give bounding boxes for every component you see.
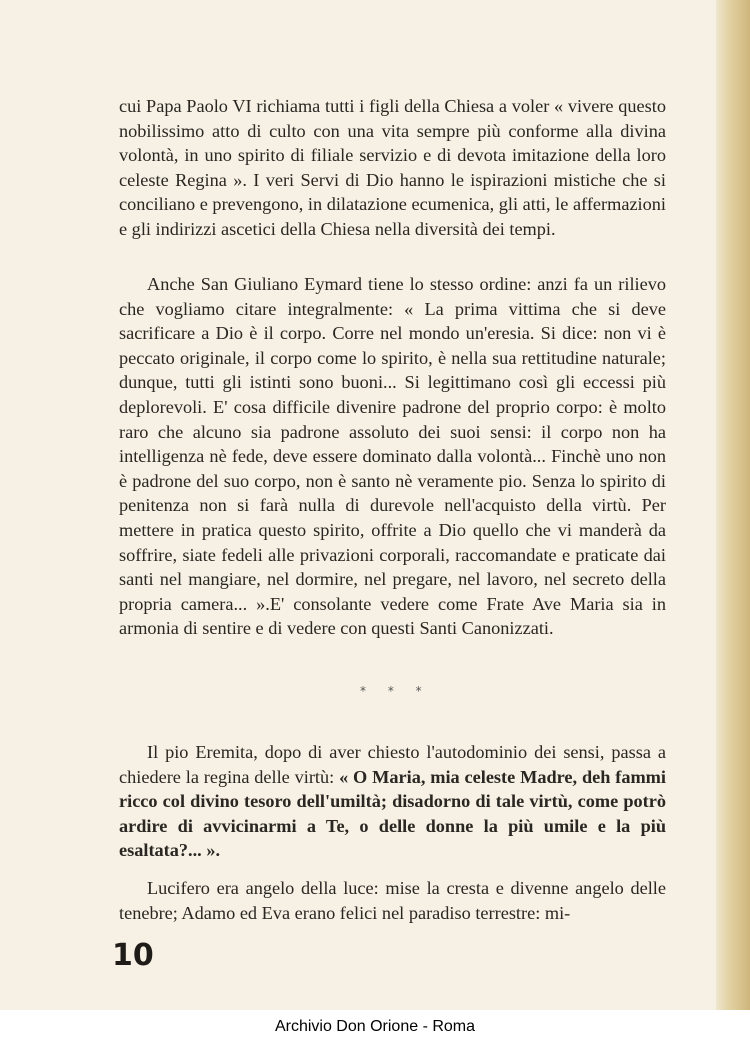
paragraph-1: cui Papa Paolo VI richiama tutti i figli della Chiesa a voler « vivere questo nobilissimo atto di culto con una vita sempre più conforme alla divina volontà, in uno spirito di filiale servizio e di devota imitazione della loro celeste Regina ». I veri Servi di Dio hanno le ispirazioni mistiche che si conciliano e prevengono, in dilatazione ecumenica, gli atti, le affermazioni e gli indirizzi ascetici della Chiesa nella diversità dei tempi. [119,96,666,239]
paragraph-2: Anche San Giuliano Eymard tiene lo stesso ordine: anzi fa un rilievo che vogliamo citare integralmente: « La prima vittima che si deve sacrificare a Dio è il corpo. Corre nel mondo un'eresia. Si dice: non vi è peccato originale, il corpo come lo spirito, è nella sua rettitudine naturale; dunque, tutti gli istinti sono buoni... Si legittimano così gli eccessi più deplorevoli. E' cosa difficile divenire padrone del proprio corpo: è molto raro che alcuno sia padrone assoluto dei suoi sensi: il corpo non ha intelligenza nè fede, deve essere dominato dalla volontà... Finchè uno non è padrone del suo corpo, non è santo nè veramente pio. Senza lo spirito di penitenza non si farà nulla di durevole nell'acquisto della virtù. Per mettere in pratica questo spirito, offrite a Dio quello che vi manderà da soffrire, siate fedeli alle privazioni corporali, raccomandate e praticate dai santi nel mangiare, nel dormire, nel pregare, nel lavoro, nel secreto della propria camera... ».E' consolante vedere come Frate Ave Maria sia in armonia di sentire e di vedere con questi Santi Canonizzati. [119,274,666,639]
paragraph-3 [119,740,666,863]
archive-footer: Archivio Don Orione - Roma [274,1018,476,1035]
paragraph-3-quote: « O Maria, mia celeste Madre, deh fammi ricco col divino tesoro dell'umiltà; disadorno di tale virtù, come potrò ardire di avvicinarmi a Te, o delle donne la più umile e la più esaltata?... ». [119,766,666,861]
paragraph-4: Lucifero era angelo della luce: mise la cresta e divenne angelo delle tenebre; Adamo ed Eva erano felici nel paradiso terrestre: mi- [119,878,666,923]
paragraph-3-intro: Il pio Eremita, dopo di aver chiesto l'autodominio dei sensi, passa a chiedere la regina delle virtù: [119,742,666,787]
section-separator: * * * [360,684,431,698]
page-number: 10 [112,938,154,973]
page-spine-edge [716,0,750,1010]
